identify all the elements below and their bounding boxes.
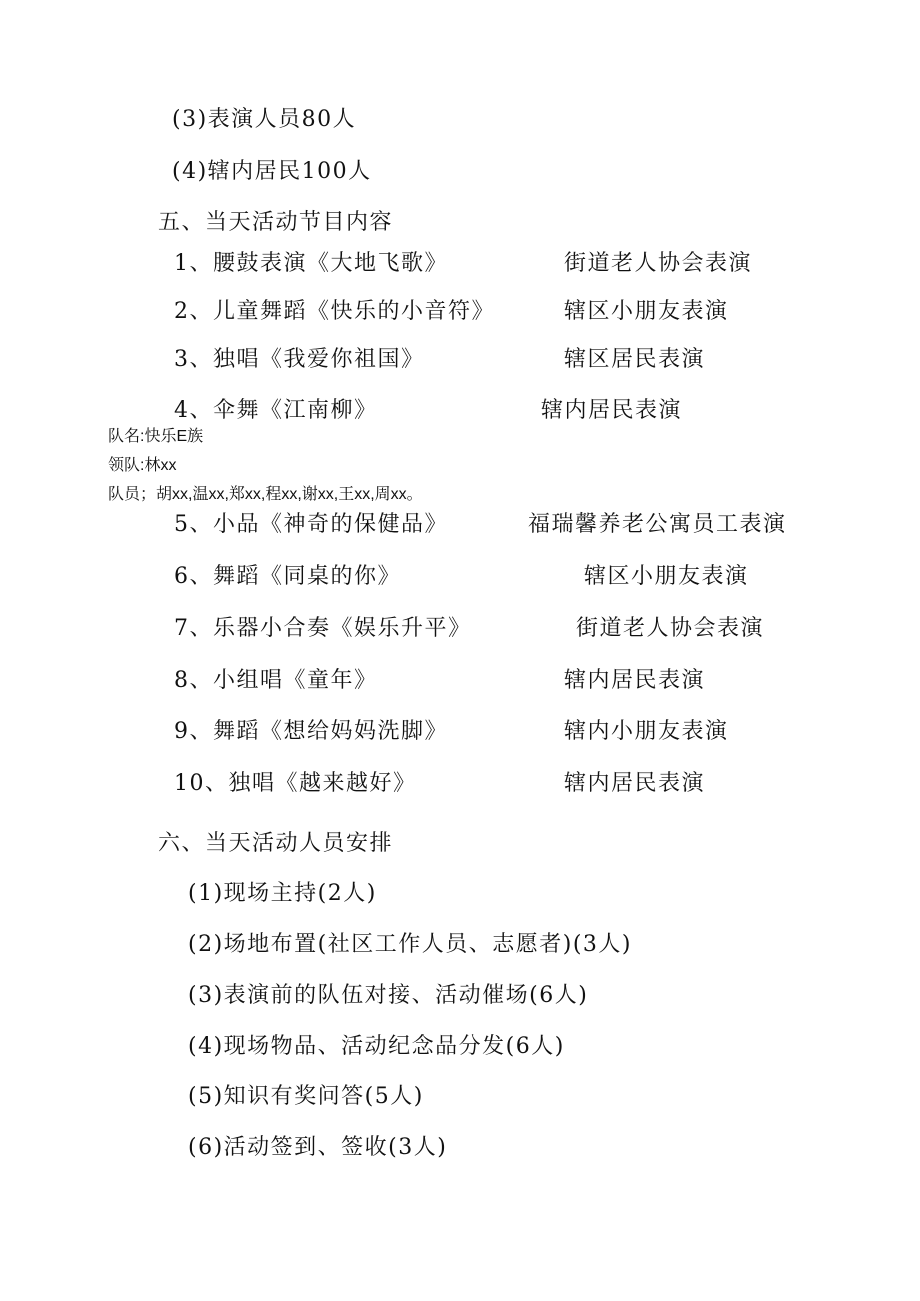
staff-item: (1)现场主持(2人) [188,881,377,906]
program-performer: 辖区小朋友表演 [564,299,729,324]
staff-item: (3)表演前的队伍对接、活动催场(6人) [188,983,589,1008]
program-title: 6、舞蹈《同桌的你》 [174,564,401,589]
program-title: 3、独唱《我爱你祖国》 [174,347,425,372]
program-title: 1、腰鼓表演《大地飞歌》 [174,251,448,276]
program-title: 4、伞舞《江南柳》 [174,398,378,423]
program-title: 10、独唱《越来越好》 [174,771,417,796]
team-members: 队员；胡xx,温xx,郑xx,程xx,谢xx,王xx,周xx。 [108,486,423,503]
program-title: 5、小品《神奇的保健品》 [174,512,448,537]
program-performer: 街道老人协会表演 [564,251,753,276]
section6-heading: 六、当天活动人员安排 [158,831,394,856]
staff-item: (6)活动签到、签收(3人) [188,1135,448,1160]
program-performer: 辖内小朋友表演 [564,719,729,744]
team-name: 队名:快乐E族 [108,428,204,445]
program-performer: 辖内居民表演 [564,771,706,796]
count-residents: (4)辖内居民100人 [172,159,372,184]
program-performer: 辖内居民表演 [541,398,683,423]
program-performer: 福瑞馨养老公寓员工表演 [528,512,787,537]
program-performer: 辖区小朋友表演 [584,564,749,589]
program-title: 9、舞蹈《想给妈妈洗脚》 [174,719,448,744]
program-performer: 街道老人协会表演 [576,616,765,641]
section5-heading: 五、当天活动节目内容 [158,210,394,235]
staff-item: (4)现场物品、活动纪念品分发(6人) [188,1034,565,1059]
team-leader: 领队:林xx [108,457,177,474]
program-performer: 辖区居民表演 [564,347,706,372]
program-performer: 辖内居民表演 [564,668,706,693]
staff-item: (2)场地布置(社区工作人员、志愿者)(3人) [188,932,632,957]
program-title: 8、小组唱《童年》 [174,668,378,693]
staff-item: (5)知识有奖问答(5人) [188,1084,424,1109]
program-title: 2、儿童舞蹈《快乐的小音符》 [174,299,495,324]
count-performers: (3)表演人员80人 [172,107,357,132]
program-title: 7、乐器小合奏《娱乐升平》 [174,616,472,641]
